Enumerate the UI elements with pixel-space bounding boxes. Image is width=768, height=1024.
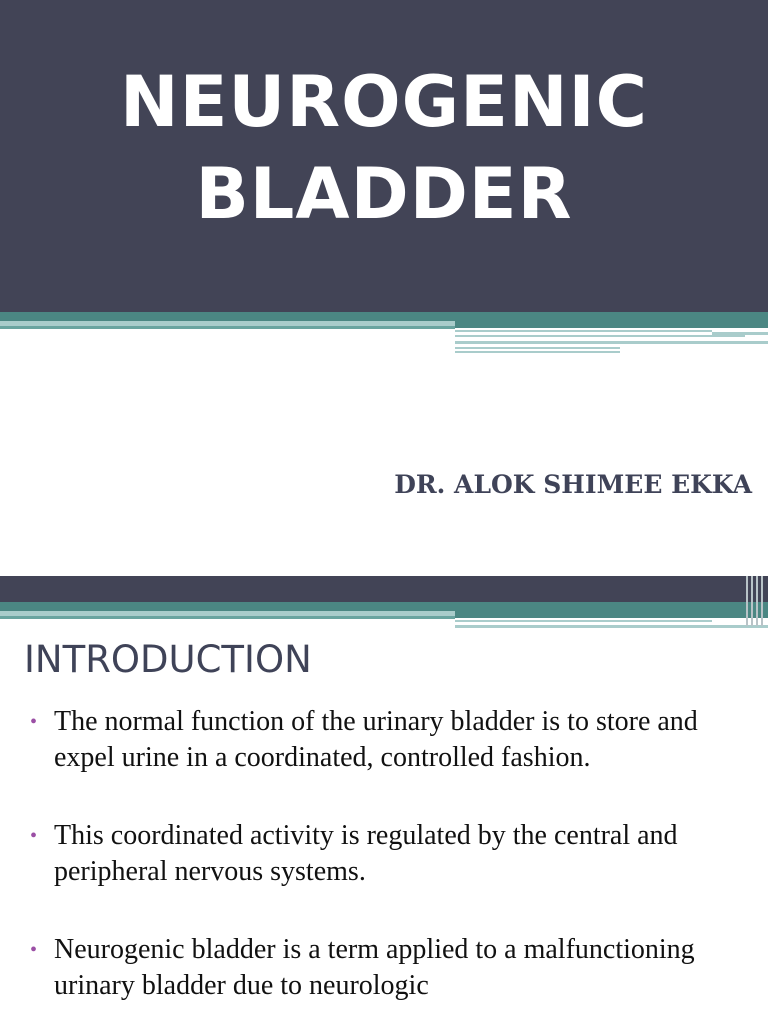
- bullet-dot-icon: •: [30, 939, 38, 961]
- section-heading: INTRODUCTION: [24, 638, 312, 681]
- title-line-1: NEUROGENIC: [120, 61, 648, 143]
- slide-title: [0, 56, 768, 240]
- bullet-list: [26, 704, 742, 1024]
- bullet-text: The normal function of the urinary bladder is to store and expel urine in a coordinated, controlled fashion.: [54, 706, 698, 773]
- bullet-text: Neurogenic bladder is a term applied to a malfunctioning urinary bladder due to neurologic: [54, 934, 695, 1001]
- header-band: [0, 576, 768, 602]
- vertical-lines: [744, 576, 768, 626]
- list-item: [26, 818, 742, 890]
- bullet-text: This coordinated activity is regulated by the central and peripheral nervous systems.: [54, 820, 678, 887]
- bullet-dot-icon: •: [30, 825, 38, 847]
- author-name: DR. ALOK SHIMEE EKKA: [394, 470, 752, 499]
- list-item: [26, 932, 742, 1004]
- introduction-slide: [0, 576, 768, 1024]
- title-line-2: BLADDER: [195, 153, 573, 235]
- bullet-dot-icon: •: [30, 711, 38, 733]
- list-item: [26, 704, 742, 776]
- decorative-stripes: [0, 312, 768, 362]
